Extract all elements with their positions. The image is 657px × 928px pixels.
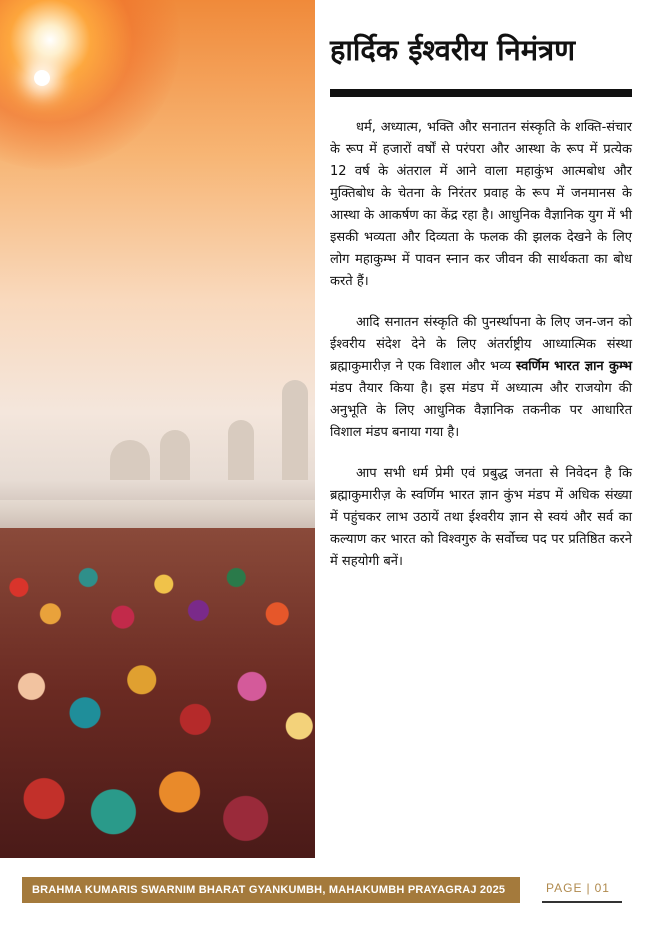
kumbh-photo xyxy=(0,0,315,858)
page-separator: | xyxy=(586,881,591,895)
paragraph-2-text-end: मंडप तैयार किया है। इस मंडप में अध्यात्म और राजयोग की अनुभूति के लिए आधुनिक वैज्ञानिक तकनीक पर आधारित विशाल मंडप बनाया गया है। xyxy=(330,381,632,440)
temple-silhouette xyxy=(160,430,190,480)
paragraph-2-text: आदि सनातन संस्कृति की पुनर्स्थापना के लिए जन-जन को ईश्वरीय संदेश देने के लिए अंतर्राष्ट्रीय आध्यात्मिक संस्था ब्रह्माकुमारीज़ ने एक विशाल और भव्य xyxy=(330,315,632,374)
footer-banner: BRAHMA KUMARIS SWARNIM BHARAT GYANKUMBH, MAHAKUMBH PRAYAGRAJ 2025 xyxy=(22,877,520,903)
pilgrim-crowd xyxy=(0,528,315,858)
page-title: हार्दिक ईश्वरीय निमंत्रण xyxy=(330,33,576,67)
page-number: 01 xyxy=(594,881,610,895)
temple-silhouette xyxy=(282,380,308,480)
page-number-label xyxy=(542,877,622,903)
sun-icon xyxy=(34,70,50,86)
paragraph-1: धर्म, अध्यात्म, भक्ति और सनातन संस्कृति के शक्ति-संचार के रूप में हजारों वर्षों से परंपरा और आस्था के रूप में प्रत्येक 12 वर्ष के अंतराल में आने वाला महाकुंभ आत्मबोध और मुक्तिबोध के चेतना के निरंतर प्रवाह के रूप में जनमानस के आस्था के आकर्षण का केंद्र रहा है। आधुनिक वैज्ञानिक युग में भी इसकी भव्यता और दिव्यता के फलक की झलक देखने के लिए लोग महाकुम्भ में पावन स्नान कर जीवन की सार्थकता का बोध करते हैं। xyxy=(330,120,632,289)
paragraph-2 xyxy=(330,312,632,444)
temple-silhouette xyxy=(110,440,150,480)
page-word: PAGE xyxy=(546,881,583,895)
sun-glow xyxy=(0,0,180,170)
invitation-text xyxy=(330,117,632,592)
paragraph-3: आप सभी धर्म प्रेमी एवं प्रबुद्ध जनता से निवेदन है कि ब्रह्माकुमारीज़ के स्वर्णिम भारत ज्ञान कुंभ मंडप में अधिक संख्या में पहुंचकर लाभ उठायें तथा ईश्वरीय ज्ञान से स्वयं और सर्व का कल्याण कर भारत को विश्वगुरु के सर्वोच्च पद पर प्रतिष्ठित करने में सहयोगी बनें। xyxy=(330,466,632,569)
temple-silhouette xyxy=(228,420,254,480)
pavilion-name: स्वर्णिम भारत ज्ञान कुम्भ xyxy=(516,359,632,374)
title-divider xyxy=(330,89,632,97)
